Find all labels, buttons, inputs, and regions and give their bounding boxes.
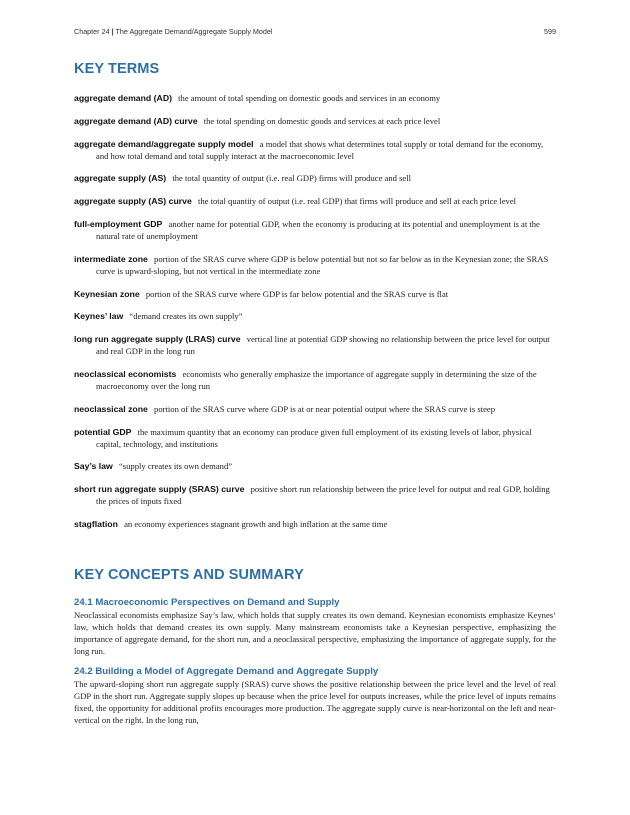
term-definition: the total spending on domestic goods and services at each price level (203, 115, 441, 126)
summary-heading: KEY CONCEPTS AND SUMMARY (74, 567, 304, 583)
term-word: aggregate supply (AS) (74, 173, 167, 184)
key-term (74, 195, 556, 207)
term-word: potential GDP (74, 426, 132, 437)
term-word: neoclassical economists (74, 368, 177, 379)
key-terms-list (74, 92, 556, 541)
term-word: long run aggregate supply (LRAS) curve (74, 334, 241, 345)
running-header (74, 27, 556, 36)
term-word: Keynes’ law (74, 311, 124, 322)
term-definition: “supply creates its own demand” (118, 461, 233, 472)
term-word: Say’s law (74, 461, 113, 472)
term-word: aggregate demand (AD) curve (74, 115, 198, 126)
key-term (74, 333, 556, 357)
term-definition: economists who generally emphasize the importance of aggregate supply in determining the size of the macroeconomy over the long run (96, 368, 537, 391)
key-term (74, 172, 556, 184)
key-term (74, 310, 556, 322)
key-term (74, 138, 556, 162)
key-term (74, 426, 556, 450)
summary-sections (74, 597, 556, 735)
term-definition: “demand creates its own supply” (129, 311, 243, 322)
term-word: aggregate demand (AD) (74, 93, 172, 103)
key-term (74, 518, 556, 530)
term-definition: an economy experiences stagnant growth and high inflation at the same time (124, 518, 388, 529)
term-definition: another name for potential GDP, when the economy is producing at its potential and unemployment is at the natural rate of unemployment (96, 218, 540, 241)
term-word: short run aggregate supply (SRAS) curve (74, 484, 245, 495)
key-term (74, 92, 556, 104)
term-definition: portion of the SRAS curve where GDP is at or near potential output where the SRAS curve is steep (154, 403, 496, 414)
header-separator: | (111, 27, 114, 36)
key-term (74, 115, 556, 127)
header-chapter-title (74, 27, 272, 36)
term-word: intermediate zone (74, 253, 148, 264)
summary-section-body: The upward-sloping short run aggregate supply (SRAS) curve shows the positive relationship between the price level and the level of real GDP in the short run. Aggregate supply slopes up because when the price level for outputs increases, while the price level of inputs remains fixed, the opportunity for additional profits encourages more production. The aggregate supply curve is near-horizontal on the left and near-vertical on the right. In the long run, (74, 679, 556, 725)
term-word: full-employment GDP (74, 218, 163, 229)
summary-section-title: 24.2 Building a Model of Aggregate Demand and Aggregate Supply (74, 666, 379, 677)
key-term (74, 368, 556, 392)
header-chapter: Chapter 24 (74, 27, 110, 36)
key-term (74, 253, 556, 277)
term-definition: positive short run relationship between the price level for output and real GDP, holding the prices of inputs fixed (96, 484, 550, 507)
key-term (74, 483, 556, 507)
term-definition: the amount of total spending on domestic goods and services in an economy (178, 93, 441, 103)
header-title: The Aggregate Demand/Aggregate Supply Model (115, 27, 273, 36)
summary-section-title: 24.1 Macroeconomic Perspectives on Demand and Supply (74, 597, 340, 608)
term-word: stagflation (74, 518, 118, 529)
term-word: aggregate demand/aggregate supply model (74, 138, 254, 149)
key-term (74, 288, 556, 300)
summary-section-body: Neoclassical economists emphasize Say’s law, which holds that supply creates its own demand. Keynesian economists emphasize Keynes’ law, which holds that demand creates its own supply. Many mainstream economists take a Keynesian perspective, emphasizing the importance of aggregate demand, for the short run, and a neoclassical perspective, emphasizing the importance of aggregate supply, for the long run. (74, 610, 556, 656)
term-word: Keynesian zone (74, 288, 140, 299)
term-definition: the total quantity of output (i.e. real GDP) firms will produce and sell (172, 173, 412, 184)
term-word: neoclassical zone (74, 403, 148, 414)
key-terms-heading: KEY TERMS (74, 61, 160, 77)
term-definition: a model that shows what determines total supply or total demand for the economy, and how total demand and total supply interact at the macroeconomic level (96, 138, 544, 161)
key-term (74, 218, 556, 242)
key-term (74, 460, 556, 472)
term-definition: portion of the SRAS curve where GDP is below potential but not so far below as in the Keynesian zone; the SRAS curve is upward-sloping, but not vertical in the intermediate zone (96, 253, 549, 276)
term-definition: vertical line at potential GDP showing no relationship between the price level for output and real GDP in the long run (96, 334, 550, 357)
term-definition: the maximum quantity that an economy can produce given full employment of its existing levels of labor, physical capital, technology, and institutions (96, 426, 532, 449)
key-term (74, 403, 556, 415)
term-definition: portion of the SRAS curve where GDP is far below potential and the SRAS curve is flat (145, 288, 449, 299)
page-number: 599 (544, 27, 556, 36)
term-definition: the total quantity of output (i.e. real GDP) that firms will produce and sell at each price level (197, 196, 517, 207)
term-word: aggregate supply (AS) curve (74, 196, 192, 207)
